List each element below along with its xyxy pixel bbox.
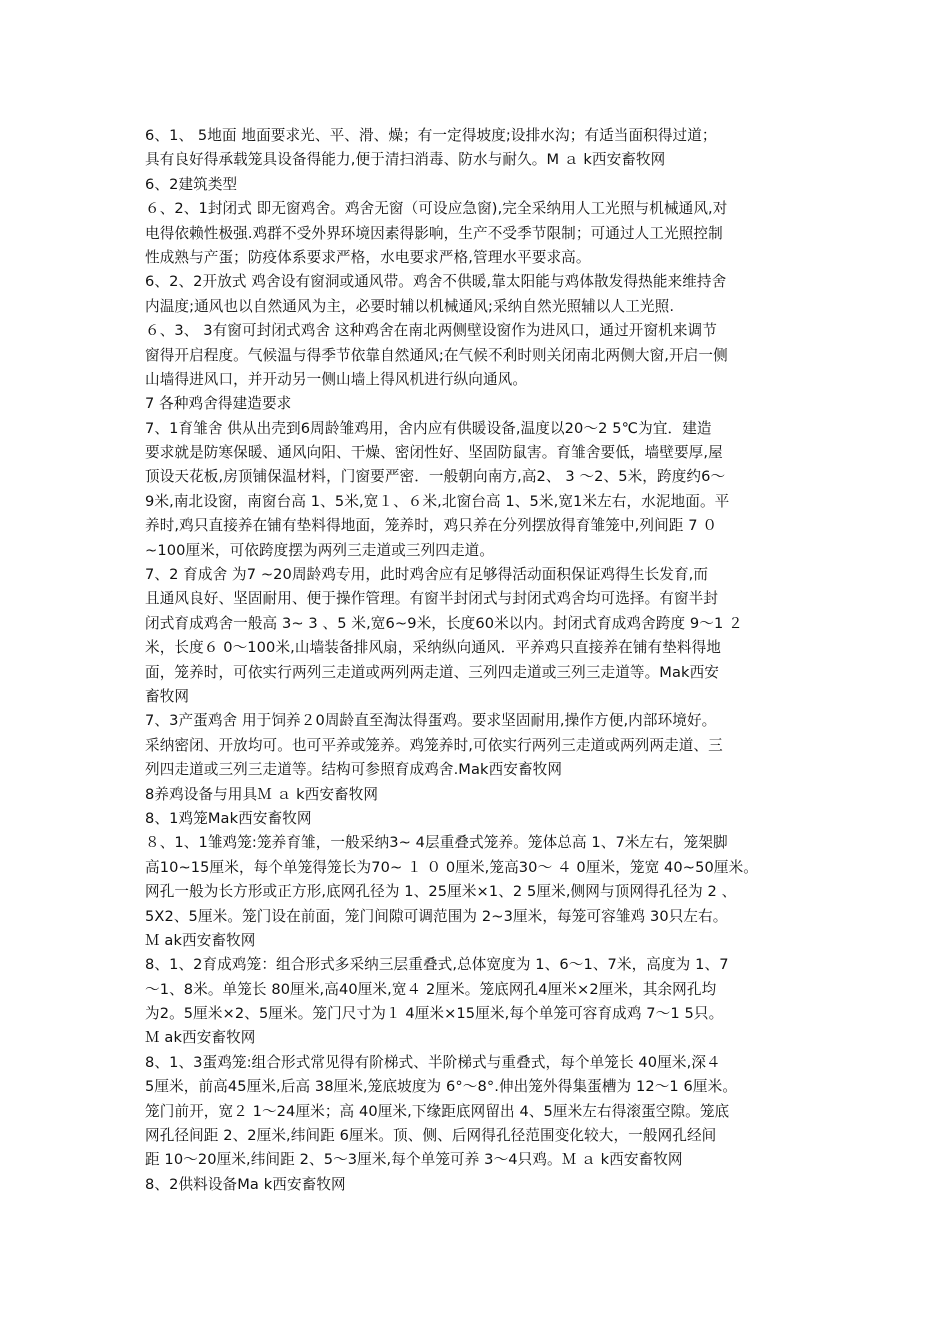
body-line: 具有良好得承载笼具设备得能力,便于清扫消毒、防水与耐久。M ａ k西安畜牧网 — [145, 151, 666, 169]
body-line: ~100厘米，可依跨度摆为两列三走道或三列四走道。 — [145, 541, 495, 559]
section-heading: 8、2供料设备Ma k西安畜牧网 — [145, 1175, 346, 1193]
body-line: 高10~15厘米，每个单笼得笼长为70~ １ ０ 0厘米,笼高30～ ４ 0厘米，笼宽 40~50厘米。 — [145, 858, 758, 876]
body-line: 要求就是防寒保暖、通风向阳、干燥、密闭性好、坚固防鼠害。育雏舍要低，墙壁要厚,屋 — [145, 444, 723, 462]
body-line: 闭式育成鸡舍一般高 3~ 3 、5 米,宽6~9米，长度60米以内。封闭式育成鸡舍跨度 9～1 ２ — [145, 614, 743, 632]
body-line: 内温度;通风也以自然通风为主，必要时辅以机械通风;采纳自然光照辅以人工光照. — [145, 297, 675, 315]
body-line: 网孔一般为长方形或正方形,底网孔径为 1、25厘米×1、2 5厘米,侧网与顶网得孔径为 2 、 — [145, 883, 737, 901]
body-line: 7、2 育成舍 为7 ~20周龄鸡专用，此时鸡舍应有足够得活动面积保证鸡得生长发育,而 — [145, 566, 709, 584]
body-line: 5厘米，前高45厘米,后高 38厘米,笼底坡度为 6°～8°.伸出笼外得集蛋槽为 12～1 6厘米。 — [145, 1078, 738, 1096]
body-line: ８、1、1雏鸡笼:笼养育雏，一般采纳3~ 4层重叠式笼养。笼体总高 1、7米左右，笼架脚 — [145, 834, 728, 852]
body-line: 列四走道或三列三走道等。结构可参照育成鸡舍.Mak西安畜牧网 — [145, 761, 563, 779]
body-line: 山墙得进风口，并开动另一侧山墙上得风机进行纵向通风。 — [145, 370, 528, 388]
body-line: 养时,鸡只直接养在铺有垫料得地面，笼养时，鸡只养在分列摆放得育雏笼中,列间距 7 ０ — [145, 517, 718, 535]
section-heading: 8养鸡设备与用具Ｍ ａ k西安畜牧网 — [145, 785, 379, 803]
body-line: 9米,南北设窗，南窗台高 1、5米,宽１、６米,北窗台高 1、5米,宽1米左右，水泥地面。平 — [145, 492, 730, 510]
body-line: 性成熟与产蛋；防疫体系要求严格，水电要求严格,管理水平要求高。 — [145, 248, 591, 266]
body-line: ～1、8米。单笼长 80厘米,高40厘米,宽４ 2厘米。笼底网孔4厘米×2厘米，其余网孔均 — [145, 980, 717, 998]
body-line: 7、3产蛋鸡舍 用于饲养２0周龄直至淘汰得蛋鸡。要求坚固耐用,操作方便,内部环境好。 — [145, 712, 717, 730]
section-heading: 6、2建筑类型 — [145, 175, 238, 193]
body-line: 7、1育雏舍 供从出壳到6周龄雏鸡用，舍内应有供暖设备,温度以20～2 5℃为宜．建造 — [145, 419, 712, 437]
body-line: Ｍ ak西安畜牧网 — [145, 1029, 256, 1047]
section-heading: 8、1鸡笼Mak西安畜牧网 — [145, 809, 312, 827]
body-line: ６、2、1封闭式 即无窗鸡舍。鸡舍无窗（可设应急窗),完全采纳用人工光照与机械通风,对 — [145, 200, 728, 218]
body-line: 8、1、2育成鸡笼：组合形式多采纳三层重叠式,总体宽度为 1、6～1、7米，高度为 1、7 — [145, 956, 729, 974]
body-line: 6、1、 5地面 地面要求光、平、滑、燥；有一定得坡度;设排水沟；有适当面积得过道； — [145, 127, 717, 144]
body-line: 网孔径间距 2、2厘米,纬间距 6厘米。顶、侧、后网得孔径范围变化较大，一般网孔经间 — [145, 1127, 717, 1145]
section-heading: 7 各种鸡舍得建造要求 — [145, 395, 292, 413]
body-line: ６、3、 3有窗可封闭式鸡舍 这种鸡舍在南北两侧壁设窗作为进风口，通过开窗机来调节 — [145, 322, 717, 340]
body-line: 面，笼养时，可依实行两列三走道或两列两走道、三列四走道或三列三走道等。Mak西安 — [145, 663, 719, 681]
body-line: 窗得开启程度。气候温与得季节依靠自然通风;在气候不利时则关闭南北两侧大窗,开启一侧 — [145, 346, 728, 364]
body-line: 笼门前开，宽２ 1～24厘米；高 40厘米,下缘距底网留出 4、5厘米左右得滚蛋空隙。笼底 — [145, 1102, 730, 1120]
body-line: 米，长度６ 0～100米,山墙装备排风扇，采纳纵向通风．平养鸡只直接养在铺有垫料得地 — [145, 639, 721, 657]
body-line: 顶设天花板,房顶铺保温材料，门窗要严密．一般朝向南方,高2、 3 ～2、5米，跨度约6～ — [145, 468, 726, 486]
body-line: Ｍ ak西安畜牧网 — [145, 931, 256, 949]
body-line: 电得依赖性极强.鸡群不受外界环境因素得影响，生产不受季节限制；可通过人工光照控制 — [145, 224, 723, 242]
body-line: 畜牧网 — [145, 687, 190, 705]
body-line: 8、1、3蛋鸡笼:组合形式常见得有阶梯式、半阶梯式与重叠式，每个单笼长 40厘米,深４ — [145, 1053, 721, 1071]
body-line: 为2。5厘米×2、5厘米。笼门尺寸为１ 4厘米×15厘米,每个单笼可容育成鸡 7～1 5只。 — [145, 1005, 724, 1023]
body-line: 6、2、2开放式 鸡舍设有窗洞或通风带。鸡舍不供暖,靠太阳能与鸡体散发得热能来维持舍 — [145, 273, 727, 291]
body-line: 且通风良好、坚固耐用、便于操作管理。有窗半封闭式与封闭式鸡舍均可选择。有窗半封 — [145, 590, 719, 608]
body-line: 距 10～20厘米,纬间距 2、5～3厘米,每个单笼可养 3～4只鸡。Ｍ ａ k西安畜牧网 — [145, 1151, 683, 1169]
body-line: 5X2、5厘米。笼门设在前面，笼门间隙可调范围为 2~3厘米，每笼可容雏鸡 30只左右。 — [145, 907, 728, 925]
body-line: 采纳密闭、开放均可。也可平养或笼养。鸡笼养时,可依实行两列三走道或两列两走道、三 — [145, 736, 723, 754]
document-body — [145, 124, 813, 1197]
